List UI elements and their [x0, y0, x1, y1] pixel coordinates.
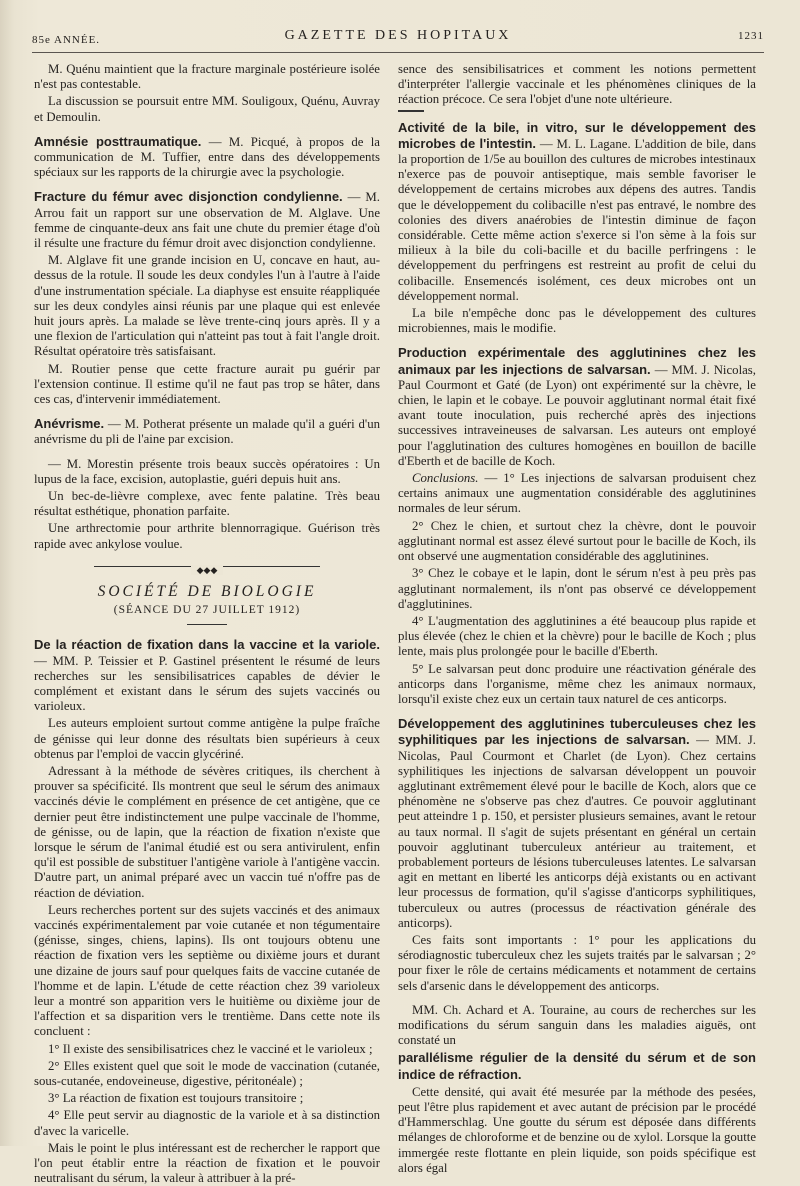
paragraph: La bile n'empêche donc pas le développement des cultures microbiennes, mais le modifie.: [398, 306, 756, 336]
paragraph: Adressant à la méthode de sévères critiques, ils cherchent à prouver sa spécificité. Ils montrent que seul le sérum des animaux vaccinés dévie le complément en présence de cet antigène, que ce dernier peut être indistinctement une pulpe vaccinale de l'homme, de génisse, ou de lapin, que la réaction de fixation n'existe que lorsque le sérum de l'animal étudié est ou sera antivirulent, enfin qu'il est possible de substituer l'antigène variole à l'antigène vaccin. D'autre part, un animal préparé avec un vaccin tué n'offre pas de réaction de déviation.: [34, 763, 380, 900]
list-item: 2° Elles existent quel que soit le mode de vaccination (cutanée, sous-cutanée, endoveineuse, digestive, péritonéale) ;: [34, 1058, 380, 1088]
conclusions-label: Conclusions.: [412, 471, 479, 486]
list-item: 1° Il existe des sensibilisatrices chez le vacciné et le varioleux ;: [48, 1041, 373, 1056]
paragraph: sence des sensibilisatrices et comment les notions permettent d'interpréter l'allergie vaccinale et les phénomènes cliniques de la réaction précoce. Ce sera l'objet d'une note ultérieure.: [398, 62, 756, 107]
section-anevrisme: [34, 416, 380, 447]
paragraph: Les auteurs emploient surtout comme antigène la pulpe fraîche de génisse qui leur donne des résultats bien supérieurs à ceux obtenus par l'emploi de vaccin glycériné.: [34, 716, 380, 761]
conclusions-body: — 1° Les injections de salvarsan produisent chez certains animaux une augmentation considérable des agglutinines normales de leur sérum.: [398, 471, 756, 516]
section-heading: Fracture du fémur avec disjonction condylienne.: [34, 189, 343, 205]
paragraph: Cette densité, qui avait été mesurée par la méthode des pesées, peut l'être plus rapidement et avec autant de précision par le procédé d'Hammerschlag. Une goutte du sérum est déposée dans différents mélanges de chloroforme et de benzine ou de xylol. Lorsque la goutte immergée reste flottante en plein liquide, son poids spécifique est alors égal: [398, 1084, 756, 1175]
paragraph: Leurs recherches portent sur des sujets vaccinés et des animaux vaccinés expérimentalement par voie cutanée et non tégumentaire (génisse, singes, chiens, lapins). Ils ont toujours obtenu une réaction de fixation vers les septième ou dixième jours et durant une dizaine de jours sauf pour quelques faits de vaccine cutanée de l'homme et de lapin. L'étude de cette réaction chez 39 varioleux leur a montré son apparition vers le huitième ou dixième jour de l'affection et sa disparition vers le trentième. Dans cette note ils concluent :: [34, 902, 380, 1039]
section-heading: parallélisme régulier de la densité du sérum et de son indice de réfraction.: [398, 1050, 756, 1082]
section-body: — M. Picqué, à propos de la communication de M. Tuffier, entre dans des développements spéciaux sur les rapports de la chirurgie avec la psychologie.: [34, 134, 380, 180]
section-body: — M. L. Lagane. L'addition de bile, dans la proportion de 1/5e au bouillon des cultures de microbes intestinaux n'exerce pas de pouvoir antiseptique, mais semble favoriser le développement de certains microbes aux dépens des autres. Tandis que le développement du colibacille n'est pas entravé, le nombre des colonies des divers anaérobies de l'intestin diminue de façon considérable. Cette même action s'exerce si l'on sème à la fois sur milieux à la bile du coli-bacille et du bacille perfringens : le développement du perfringens est restreint au profit de celui du colibacille. Ensemencés isolément, ces deux microbes ont un développement normal.: [398, 136, 756, 303]
section-body: — MM. J. Nicolas, Paul Courmont et Gaté (de Lyon) ont expérimenté sur la chèvre, le chien, le lapin et le cobaye. Le pouvoir agglutinant normal était fixé avant toute inoculation, puis recherché après des injections successives intraveineuses de salvarsan. Les auteurs ont employé pour l'agglutination des cultures homogènes en bouillon de bacille d'Eberth et de bacille de Koch.: [398, 362, 756, 468]
title-rule: [187, 624, 227, 625]
journal-title: GAZETTE DES HOPITAUX: [284, 28, 512, 43]
list-item: 2° Chez le chien, et surtout chez la chèvre, dont le pouvoir agglutinant normal est assez élevé surtout pour le bacille de Koch, ils ont observé une augmentation considérable des agglutinines.: [398, 518, 756, 564]
paragraph: M. Quénu maintient que la fracture marginale postérieure isolée n'est pas contestable.: [34, 62, 380, 92]
section-bile: [398, 120, 756, 337]
list-item: 4° L'augmentation des agglutinines a été beaucoup plus rapide et plus élevée (chez le chien et la chèvre) pour le bacille de Koch ; plus lente, mais plus prolongée pour le bacille d'Eberth.: [398, 613, 756, 659]
section-body: — MM. J. Nicolas, Paul Courmont et Charlet (de Lyon). Chez certains syphilitiques les injections de salvarsan développent un pouvoir agglutinant extrêmement élevé pour le bacille de Koch, alors que ce phénomène ne s'observe pas chez d'autres. Ce pouvoir agglutinant peut atteindre 1 p. 150, et persister plusieurs semaines, avant le retour au taux normal. Il s'agit de sujets présentant en général un certain pouvoir agglutinant tuberculeux antérieur au traitement, et probablement porteurs de lésions tuberculeuses latentes. Le salvarsan agit en mettant en liberté les anticorps déjà existants ou en activant leur processus de formation, qu'il s'agisse d'anticorps syphilitiques, tuberculeux ou autres (processus de réactivation générale des anticorps).: [398, 733, 756, 930]
paragraph: M. Routier pense que cette fracture aurait pu guérir par l'extension continue. Il estime qu'il ne faut pas trop se hâter, dans ces cas, d'intervenir immédiatement.: [34, 361, 380, 407]
paragraph: Un bec-de-lièvre complexe, avec fente palatine. Très beau résultat esthétique, phonation parfaite.: [34, 489, 380, 519]
session-date: (SÉANCE DU 27 JUILLET 1912): [113, 604, 301, 617]
paragraph: Mais le point le plus intéressant est de rechercher le rapport que l'on peut établir entre la réaction de fixation et le pouvoir neutralisant du sérum, la valeur à attribuer à la pré-: [34, 1140, 380, 1186]
paragraph: M. Alglave fit une grande incision en U, concave en haut, au-dessus de la rotule. Il soude les deux condyles l'un à l'autre à l'aide d'une instrumentation spéciale. La diaphyse est ensuite réappliquée sur les deux condyles ainsi réunis par une plaque qui est enlevée huit jours après. La malade se lève trente-cinq jours après. Il y a une flexion de l'articulation qui n'atteint pas tout à fait l'angle droit. Résultat opératoire très satisfaisant.: [34, 253, 380, 359]
section-heading: Amnésie posttraumatique.: [34, 133, 202, 149]
section-heading: Activité de la bile, in vitro, sur le développement des microbes de l'intestin.: [398, 119, 756, 151]
separator-rule: [398, 110, 424, 112]
section-heading: Développement des agglutinines tuberculeuses chez les syphilitiques par les injections de salvarsan.: [398, 716, 756, 748]
section-body: — M. Potherat présente un malade qu'il a guéri d'un anévrisme du pli de l'aine par excision.: [34, 417, 380, 447]
list-item: 3° La réaction de fixation est toujours transitoire ;: [48, 1091, 304, 1106]
section-body: — M. Arrou fait un rapport sur une observation de M. Alglave. Une femme de cinquante-deux ans fait une chute du premier étage d'où il résulte une fracture du fémur droit avec disjonction condylienne.: [34, 190, 380, 251]
section-agglutinines-tuberculeuses: [398, 716, 756, 994]
section-divider: [34, 562, 380, 575]
section-amnesie: [34, 134, 380, 181]
left-column: [34, 62, 380, 1186]
header-rule: [32, 52, 764, 53]
section-agglutinines: [398, 345, 756, 707]
section-body: — MM. P. Teissier et P. Gastinel présentent le résumé de leurs recherches sur les sensibilisatrices capables de dévier le complément et existant dans le sérum des sujets vaccinés ou varioleux.: [34, 653, 380, 714]
ornament-icon: ◆◆◆: [191, 565, 224, 575]
paragraph: Ces faits sont importants : 1° pour les applications du sérodiagnostic tuberculeux chez les sujets traités par le salvarsan ; 2° pour fixer le rôle de certains médicaments et notamment de certains sels d'arsenic dans le développement des anticorps.: [398, 932, 756, 993]
section-heading: De la réaction de fixation dans la vaccine et la variole.: [34, 637, 380, 653]
section-heading: Production expérimentale des agglutinines chez les animaux par les injections de salvarsan.: [398, 345, 756, 377]
list-item: 4° Elle peut servir au diagnostic de la variole et à sa distinction d'avec la varicelle.: [34, 1108, 380, 1138]
list-item: 3° Chez le cobaye et le lapin, dont le sérum n'est à peu près pas agglutinant normalement, ils n'ont pas observé ce développement d'agglutinines.: [398, 566, 756, 611]
section-vaccine-variole: [34, 637, 380, 1186]
section-intro: MM. Ch. Achard et A. Touraine, au cours de recherches sur les modifications du sérum sanguin dans les maladies aiguës, ont constaté un: [398, 1002, 756, 1048]
page-header: [32, 28, 764, 48]
volume-label: 85e ANNÉE.: [32, 34, 101, 46]
right-column: [398, 62, 756, 1175]
society-title: SOCIÉTÉ DE BIOLOGIE: [97, 582, 317, 600]
section-heading: Anévrisme.: [34, 416, 105, 432]
paragraph: Une arthrectomie pour arthrite blennorragique. Guérison très rapide avec ankylose voulue.: [34, 521, 380, 551]
paragraph: — M. Morestin présente trois beaux succès opératoires : Un lupus de la face, excision, autoplastie, guéri depuis huit ans.: [34, 456, 380, 486]
section-morestin: [34, 457, 380, 552]
list-item: 5° Le salvarsan peut donc produire une réactivation générale des anticorps dans l'organisme, même chez les animaux normaux, lorsqu'il existe chez eux un certain taux naturel de ces anticorps.: [398, 661, 756, 706]
section-fracture-femur: [34, 189, 380, 407]
paragraph: La discussion se poursuit entre MM. Souligoux, Quénu, Auvray et Demoulin.: [34, 94, 380, 124]
section-densite-serum: [398, 1003, 756, 1176]
page-number: 1231: [738, 30, 764, 42]
